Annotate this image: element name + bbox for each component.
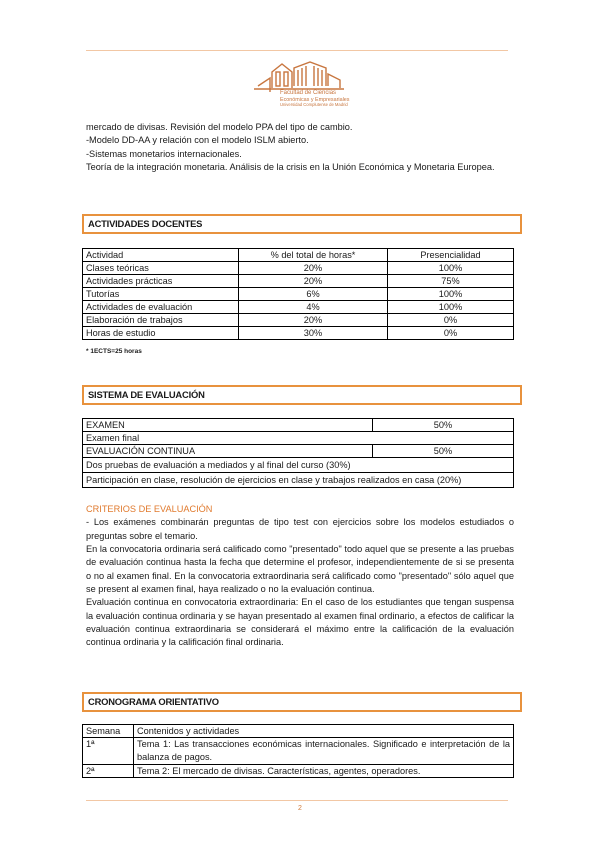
header-rule: [86, 50, 508, 51]
activities-table: [82, 248, 514, 340]
logo-line-1: Facultad de Ciencias: [280, 90, 337, 96]
criteria-paragraph-2: En la convocatoria ordinaria será calificado como "presentado" todo aquel que se presente a las pruebas de evaluación continua hasta la fecha que determine el profesor, independientemente de si se presenta o no al examen final. En la convocatoria extraordinaria será calificado como "presentado" sólo aquel que se present al examen final, haya realizado o no la evaluación continua.: [86, 544, 514, 595]
table-cell: Examen final: [83, 432, 514, 445]
table-header-row: [83, 725, 514, 738]
intro-line-3: -Sistemas monetarios internacionales.: [86, 148, 242, 159]
table-cell: 2ª: [83, 765, 134, 778]
page-number: 2: [298, 805, 302, 812]
table-cell: 100%: [388, 262, 514, 275]
table-cell: Participación en clase, resolución de ejercicios en clase y trabajos realizados en casa (20%): [83, 473, 514, 488]
table-cell: Actividades prácticas: [83, 275, 239, 288]
table-cell: 4%: [239, 301, 388, 314]
intro-line-1: mercado de divisas. Revisión del modelo PPA del tipo de cambio.: [86, 122, 353, 132]
section-actividades-docentes: [82, 214, 522, 234]
table-row: [83, 327, 514, 340]
table-cell: EXAMEN: [83, 419, 373, 432]
footer-rule: [86, 800, 508, 801]
table-row: [83, 738, 514, 765]
intro-block: [86, 121, 514, 174]
table-cell: Elaboración de trabajos: [83, 314, 239, 327]
intro-line-2: -Modelo DD-AA y relación con el modelo ISLM abierto.: [86, 135, 309, 146]
table-cell: Tema 1: Las transacciones económicas internacionales. Significado e interpretación de la balanza de pagos.: [134, 738, 514, 765]
table-cell: 0%: [388, 327, 514, 340]
table-cell: 75%: [388, 275, 514, 288]
header-cell: Presencialidad: [388, 249, 514, 262]
ects-note: * 1ECTS=25 horas: [86, 348, 142, 355]
table-row: [83, 458, 514, 473]
section-sistema-evaluacion: [82, 385, 522, 405]
table-row: [83, 275, 514, 288]
table-row: [83, 314, 514, 327]
table-row: [83, 301, 514, 314]
table-row: [83, 765, 514, 778]
intro-line-4: Teoría de la integración monetaria. Análisis de la crisis en la Unión Económica y Monetaria Europea.: [86, 162, 495, 173]
logo-caption: [280, 90, 352, 108]
table-cell: 20%: [239, 262, 388, 275]
table-cell: Actividades de evaluación: [83, 301, 239, 314]
table-cell: 50%: [373, 419, 514, 432]
table-row: [83, 473, 514, 488]
table-cell: 0%: [388, 314, 514, 327]
table-row: [83, 419, 514, 432]
header-cell: Contenidos y actividades: [134, 725, 514, 738]
table-cell: 20%: [239, 314, 388, 327]
section-title: ACTIVIDADES DOCENTES: [88, 218, 203, 229]
table-cell: 6%: [239, 288, 388, 301]
header-cell: Actividad: [83, 249, 239, 262]
section-title: SISTEMA DE EVALUACIÓN: [88, 389, 205, 400]
table-header-row: [83, 249, 514, 262]
table-cell: 100%: [388, 288, 514, 301]
table-cell: 1ª: [83, 738, 134, 765]
table-row: [83, 262, 514, 275]
table-cell: EVALUACIÓN CONTINUA: [83, 445, 373, 458]
header-cell: Semana: [83, 725, 134, 738]
table-cell: Tutorías: [83, 288, 239, 301]
table-row: [83, 432, 514, 445]
table-cell: Tema 2: El mercado de divisas. Características, agentes, operadores.: [134, 765, 514, 778]
table-cell: 30%: [239, 327, 388, 340]
header-cell: % del total de horas*: [239, 249, 388, 262]
evaluation-table: [82, 418, 514, 488]
criteria-paragraph-1: - Los exámenes combinarán preguntas de tipo test con ejercicios sobre los modelos estudiados o preguntas sobre el temario.: [86, 517, 514, 541]
section-cronograma: [82, 692, 522, 712]
table-cell: 50%: [373, 445, 514, 458]
table-cell: Dos pruebas de evaluación a mediados y al final del curso (30%): [83, 458, 514, 473]
section-title: CRONOGRAMA ORIENTATIVO: [88, 696, 219, 707]
table-cell: Horas de estudio: [83, 327, 239, 340]
criteria-paragraph-3: Evaluación continua en convocatoria extraordinaria: En el caso de los estudiantes que tengan suspensa la evaluación continua ordinaria y se hayan presentado al examen final ordinario, a efectos de calificar la evaluación continua extraordinaria se considerará el máximo entre la calificación de la evaluación continua ordinaria y la calificación final ordinaria.: [86, 597, 514, 648]
logo-line-3: Universidad Complutense de Madrid: [280, 102, 348, 108]
criteria-title: CRITERIOS DE EVALUACIÓN: [86, 504, 213, 514]
table-cell: Clases teóricas: [83, 262, 239, 275]
logo-line-2: Económicas y Empresariales: [280, 96, 350, 103]
criteria-block: [86, 503, 514, 650]
table-cell: 20%: [239, 275, 388, 288]
table-row: [83, 445, 514, 458]
table-row: [83, 288, 514, 301]
schedule-table: [82, 724, 514, 778]
table-cell: 100%: [388, 301, 514, 314]
